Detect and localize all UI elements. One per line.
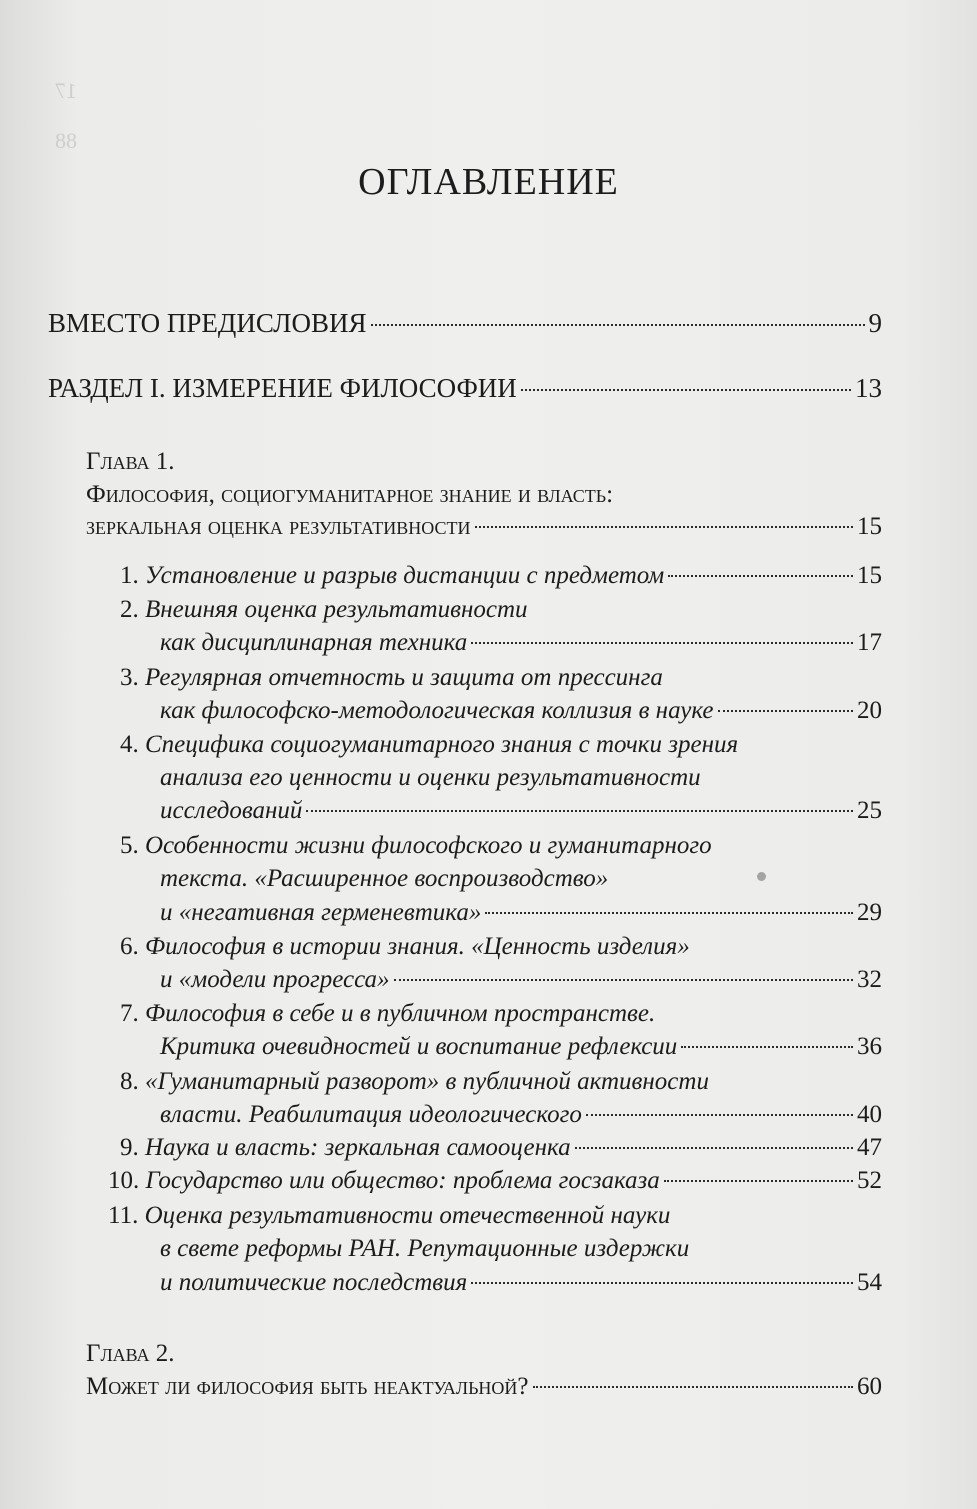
toc-item-2[interactable]: как дисциплинарная техника 17	[160, 627, 882, 659]
toc-item-4-line: 4. Специфика социогуманитарного знания с точки зрения	[120, 731, 739, 758]
item-number: 10.	[108, 1167, 140, 1194]
page-number: 60	[857, 1373, 882, 1400]
item-number: 7.	[120, 1000, 139, 1027]
toc-item-9[interactable]: 9. Наука и власть: зеркальная самооценка 47	[120, 1132, 882, 1164]
dot-leader	[575, 1147, 853, 1149]
dot-leader	[394, 979, 853, 981]
item-number: 6.	[120, 933, 139, 960]
toc-item-11-line: 11. Оценка результативности отечественной науки	[108, 1202, 671, 1229]
chapter-2-heading: Глава 2.	[86, 1340, 175, 1367]
toc-entry-chapter-2[interactable]: Может ли философия быть неактуальной? 60	[86, 1371, 882, 1403]
toc-item-11-line: в свете реформы РАН. Репутационные издержки	[160, 1235, 690, 1262]
page-number: 15	[857, 513, 882, 540]
dot-leader	[718, 710, 853, 712]
toc-item-8[interactable]: власти. Реабилитация идеологического 40	[160, 1099, 882, 1131]
dot-leader	[306, 810, 853, 812]
page-number: 52	[857, 1167, 882, 1194]
dot-leader	[586, 1114, 853, 1116]
bleed-through-mark: 88	[55, 128, 77, 153]
dot-leader	[475, 526, 853, 528]
dot-leader	[471, 1282, 853, 1284]
page-number: 32	[857, 966, 882, 993]
toc-item-1[interactable]: 1. Установление и разрыв дистанции с предметом 15	[120, 560, 882, 592]
page-number: 36	[857, 1033, 882, 1060]
toc-entry-section-1[interactable]: РАЗДЕЛ I. ИЗМЕРЕНИЕ ФИЛОСОФИИ 13	[48, 373, 882, 403]
item-number: 1.	[120, 562, 139, 589]
item-number: 11.	[108, 1202, 139, 1229]
dot-leader	[668, 575, 853, 577]
toc-item-3[interactable]: как философско-методологическая коллизия в науке 20	[160, 695, 882, 727]
page-number: 40	[857, 1101, 882, 1128]
toc-item-8-line: 8. «Гуманитарный разворот» в публичной активности	[120, 1068, 709, 1095]
toc-item-7[interactable]: Критика очевидностей и воспитание рефлексии 36	[160, 1031, 882, 1063]
chapter-1-title-line: Философия, социогуманитарное знание и власть:	[86, 481, 614, 508]
toc-entry-chapter-1[interactable]: зеркальная оценка результативности 15	[86, 511, 882, 543]
dot-leader	[533, 1386, 853, 1388]
page-number: 15	[857, 562, 882, 589]
toc-item-6[interactable]: и «модели прогресса» 32	[160, 964, 882, 996]
chapter-1-heading: Глава 1.	[86, 448, 175, 475]
page-number: 20	[857, 697, 882, 724]
toc-item-2-line: 2. Внешняя оценка результативности	[120, 596, 528, 623]
dot-leader	[371, 324, 865, 326]
item-number: 8.	[120, 1068, 139, 1095]
page-number: 47	[857, 1134, 882, 1161]
dot-leader	[485, 912, 853, 914]
toc-item-6-line: 6. Философия в истории знания. «Ценность изделия»	[120, 933, 690, 960]
toc-item-3-line: 3. Регулярная отчетность и защита от прессинга	[120, 664, 663, 691]
toc-item-4-line: анализа его ценности и оценки результативности	[160, 764, 701, 791]
bleed-through-mark: 17	[55, 78, 77, 103]
item-number: 4.	[120, 731, 139, 758]
page-number: 25	[857, 797, 882, 824]
page-number: 9	[868, 308, 882, 338]
toc-entry-preface[interactable]: ВМЕСТО ПРЕДИСЛОВИЯ 9	[48, 308, 882, 338]
page-number: 29	[857, 899, 882, 926]
item-number: 9.	[120, 1134, 139, 1161]
page-title: ОГЛАВЛЕНИЕ	[358, 161, 619, 203]
toc-item-7-line: 7. Философия в себе и в публичном пространстве.	[120, 1000, 656, 1027]
toc-item-5[interactable]: и «негативная герменевтика» 29	[160, 897, 882, 929]
dot-leader	[521, 389, 851, 391]
dot-leader	[471, 642, 853, 644]
paper-speck	[757, 872, 766, 881]
page-number: 17	[857, 629, 882, 656]
toc-item-10[interactable]: 10. Государство или общество: проблема госзаказа 52	[108, 1165, 882, 1197]
item-number: 2.	[120, 596, 139, 623]
toc-item-11[interactable]: и политические последствия 54	[160, 1267, 882, 1299]
toc-item-4[interactable]: исследований 25	[160, 795, 882, 827]
page-number: 13	[855, 373, 882, 403]
toc-item-5-line: текста. «Расширенное воспроизводство»	[160, 865, 609, 892]
dot-leader	[681, 1046, 853, 1048]
page-number: 54	[857, 1269, 882, 1296]
toc-item-5-line: 5. Особенности жизни философского и гуманитарного	[120, 832, 712, 859]
item-number: 5.	[120, 832, 139, 859]
dot-leader	[664, 1180, 853, 1182]
item-number: 3.	[120, 664, 139, 691]
